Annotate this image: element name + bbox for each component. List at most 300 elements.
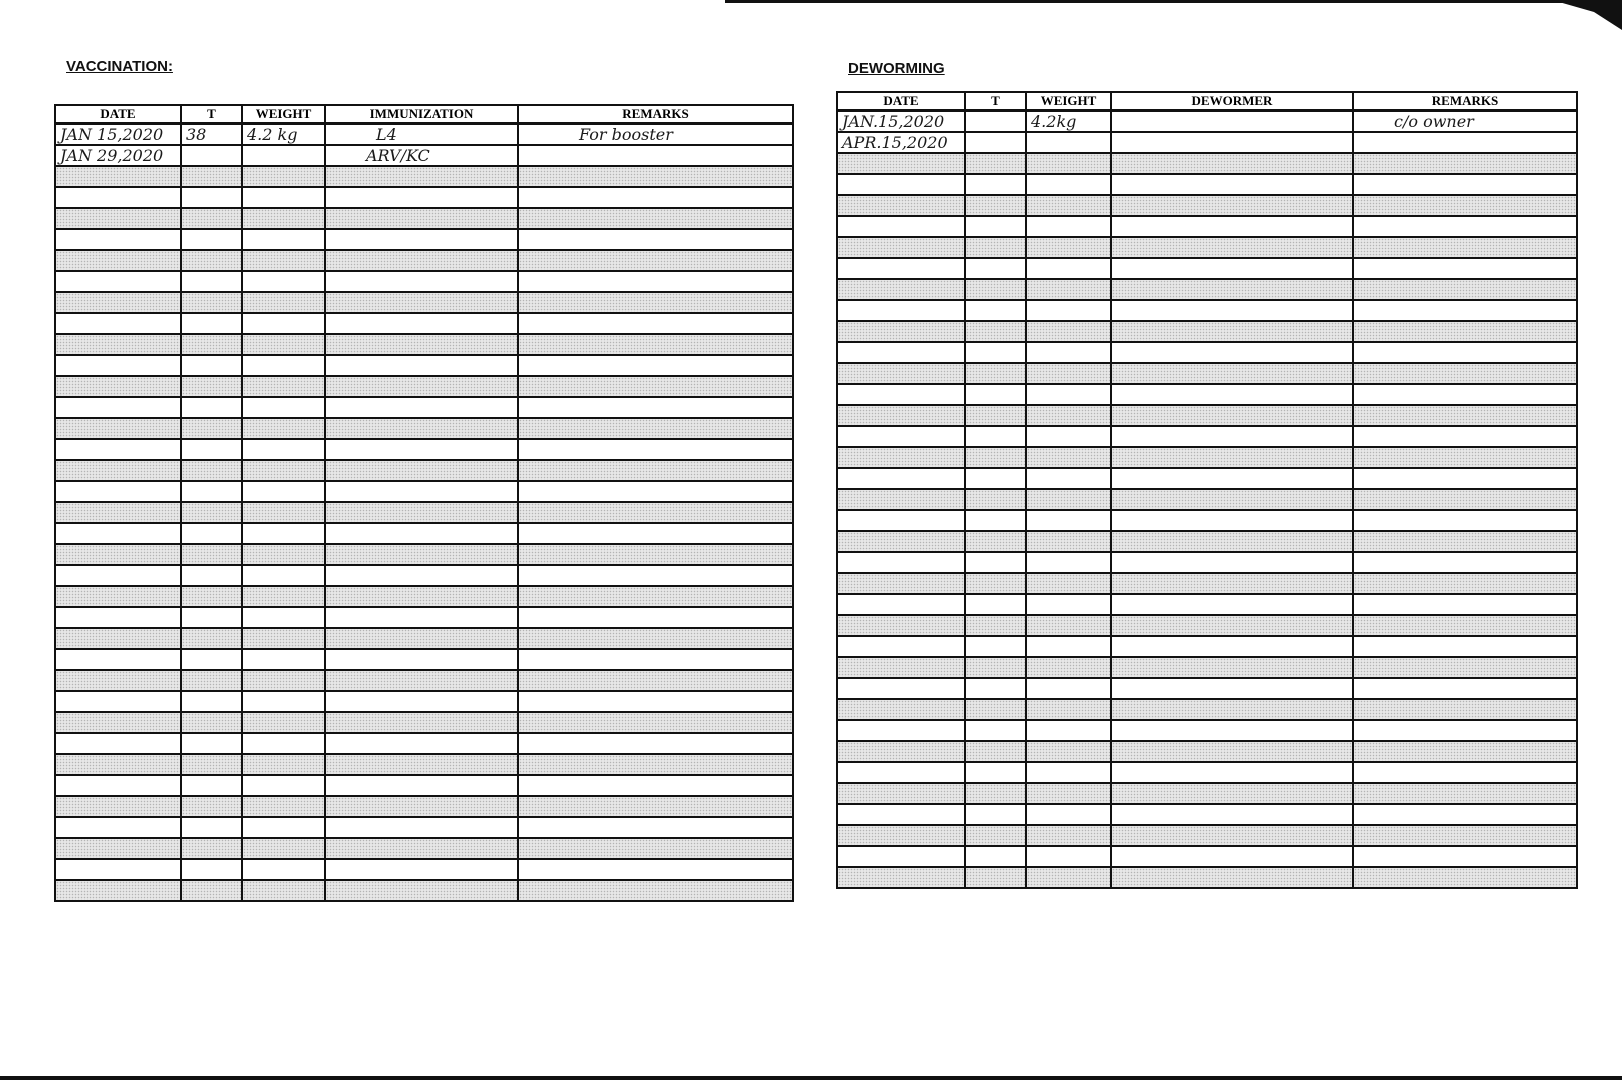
deworming-date-cell: APR.15,2020 [837,132,965,153]
deworming-weight-cell [1026,678,1111,699]
deworming-weight-cell [1026,405,1111,426]
vaccination-temperature-cell [181,607,242,628]
vaccination-date-cell [55,250,181,271]
deworming-date-cell [837,678,965,699]
deworming-temperature-cell [965,783,1026,804]
deworming-dewormer-cell [1111,594,1353,615]
deworming-temperature-cell [965,342,1026,363]
deworming-empty-row [837,321,1577,342]
deworming-weight-cell [1026,657,1111,678]
vaccination-immunization-cell [325,691,518,712]
vaccination-date-cell [55,187,181,208]
deworming-dewormer-cell [1111,531,1353,552]
deworming-dewormer-cell [1111,489,1353,510]
deworming-temperature-cell [965,804,1026,825]
deworming-temperature-cell [965,636,1026,657]
deworming-remarks-cell [1353,636,1577,657]
deworming-remarks-cell [1353,384,1577,405]
deworming-empty-row [837,405,1577,426]
deworming-date-cell [837,153,965,174]
deworming-remarks-cell [1353,573,1577,594]
deworming-empty-row [837,195,1577,216]
vaccination-header-date: DATE [55,105,181,124]
vaccination-temperature-cell [181,229,242,250]
deworming-temperature-cell [965,489,1026,510]
deworming-header-temperature: T [965,92,1026,111]
vaccination-immunization-cell [325,859,518,880]
deworming-remarks-cell [1353,594,1577,615]
deworming-empty-row [837,720,1577,741]
deworming-dewormer-cell [1111,216,1353,237]
vaccination-date-cell [55,691,181,712]
deworming-dewormer-cell [1111,132,1353,153]
deworming-date-cell [837,825,965,846]
vaccination-immunization-cell [325,481,518,502]
deworming-header-dewormer: DEWORMER [1111,92,1353,111]
vaccination-remarks-cell [518,754,793,775]
vaccination-remarks-cell [518,607,793,628]
vaccination-immunization-cell [325,838,518,859]
deworming-dewormer-cell [1111,678,1353,699]
vaccination-weight-cell [242,607,325,628]
deworming-weight-cell [1026,300,1111,321]
deworming-date-cell [837,531,965,552]
vaccination-temperature-cell [181,334,242,355]
vaccination-date-cell [55,271,181,292]
vaccination-remarks-cell [518,334,793,355]
vaccination-immunization-cell [325,292,518,313]
deworming-header-weight: WEIGHT [1026,92,1111,111]
deworming-empty-row [837,867,1577,888]
deworming-weight-cell [1026,720,1111,741]
deworming-weight-cell: 4.2kg [1026,111,1111,133]
vaccination-temperature-cell [181,460,242,481]
vaccination-date-cell [55,607,181,628]
deworming-empty-row [837,783,1577,804]
vaccination-empty-row [55,838,793,859]
deworming-dewormer-cell [1111,825,1353,846]
vaccination-temperature-cell [181,565,242,586]
deworming-empty-row [837,699,1577,720]
deworming-empty-row [837,300,1577,321]
deworming-empty-row [837,678,1577,699]
vaccination-temperature-cell [181,649,242,670]
vaccination-date-cell [55,880,181,901]
deworming-weight-cell [1026,468,1111,489]
deworming-date-cell [837,426,965,447]
vaccination-remarks-cell [518,271,793,292]
deworming-remarks-cell [1353,804,1577,825]
deworming-weight-cell [1026,573,1111,594]
vaccination-weight-cell [242,775,325,796]
deworming-temperature-cell [965,825,1026,846]
deworming-date-cell [837,195,965,216]
vaccination-immunization-cell [325,649,518,670]
vaccination-immunization-cell: L4 [325,124,518,146]
deworming-empty-row [837,153,1577,174]
vaccination-weight-cell [242,691,325,712]
vaccination-weight-cell [242,292,325,313]
vaccination-date-cell [55,481,181,502]
vaccination-immunization-cell [325,187,518,208]
deworming-weight-cell [1026,342,1111,363]
deworming-weight-cell [1026,174,1111,195]
vaccination-temperature-cell [181,796,242,817]
deworming-weight-cell [1026,279,1111,300]
deworming-remarks-cell [1353,300,1577,321]
vaccination-weight-cell: 4.2 kg [242,124,325,146]
deworming-weight-cell [1026,825,1111,846]
deworming-date-cell [837,636,965,657]
deworming-row [837,132,1577,153]
deworming-remarks-cell [1353,447,1577,468]
vaccination-temperature-cell [181,754,242,775]
vaccination-immunization-cell [325,565,518,586]
vaccination-immunization-cell [325,544,518,565]
deworming-empty-row [837,846,1577,867]
vaccination-date-cell [55,523,181,544]
deworming-date-cell [837,804,965,825]
vaccination-empty-row [55,565,793,586]
deworming-temperature-cell [965,237,1026,258]
vaccination-remarks-cell [518,670,793,691]
deworming-remarks-cell [1353,678,1577,699]
deworming-remarks-cell [1353,846,1577,867]
deworming-date-cell [837,615,965,636]
vaccination-date-cell [55,397,181,418]
deworming-date-cell [837,279,965,300]
vaccination-weight-cell [242,649,325,670]
vaccination-remarks-cell [518,229,793,250]
deworming-dewormer-cell [1111,321,1353,342]
deworming-date-cell [837,468,965,489]
deworming-temperature-cell [965,573,1026,594]
deworming-dewormer-cell [1111,195,1353,216]
deworming-temperature-cell [965,741,1026,762]
vaccination-immunization-cell [325,397,518,418]
vaccination-date-cell [55,334,181,355]
deworming-temperature-cell [965,111,1026,133]
vaccination-temperature-cell [181,586,242,607]
deworming-weight-cell [1026,783,1111,804]
vaccination-date-cell [55,355,181,376]
deworming-remarks-cell [1353,216,1577,237]
vaccination-empty-row [55,376,793,397]
vaccination-immunization-cell [325,712,518,733]
vaccination-empty-row [55,859,793,880]
vaccination-empty-row [55,229,793,250]
vaccination-immunization-cell: ARV/KC [325,145,518,166]
vaccination-empty-row [55,397,793,418]
vaccination-remarks-cell [518,544,793,565]
vaccination-weight-cell [242,754,325,775]
vaccination-date-cell: JAN 15,2020 [55,124,181,146]
deworming-weight-cell [1026,426,1111,447]
vaccination-empty-row [55,418,793,439]
deworming-remarks-cell [1353,720,1577,741]
deworming-temperature-cell [965,384,1026,405]
deworming-temperature-cell [965,447,1026,468]
vaccination-weight-cell [242,628,325,649]
deworming-weight-cell [1026,447,1111,468]
vaccination-weight-cell [242,502,325,523]
vaccination-date-cell [55,229,181,250]
deworming-empty-row [837,489,1577,510]
vaccination-immunization-cell [325,376,518,397]
vaccination-weight-cell [242,355,325,376]
deworming-weight-cell [1026,846,1111,867]
deworming-weight-cell [1026,552,1111,573]
vaccination-date-cell [55,859,181,880]
deworming-dewormer-cell [1111,237,1353,258]
deworming-date-cell [837,783,965,804]
deworming-dewormer-cell [1111,552,1353,573]
vaccination-remarks-cell [518,796,793,817]
deworming-dewormer-cell [1111,846,1353,867]
vaccination-temperature-cell [181,250,242,271]
vaccination-remarks-cell [518,418,793,439]
vaccination-remarks-cell [518,166,793,187]
vaccination-date-cell [55,292,181,313]
vaccination-weight-cell [242,439,325,460]
deworming-temperature-cell [965,657,1026,678]
vaccination-date-cell [55,712,181,733]
vaccination-weight-cell [242,838,325,859]
vaccination-temperature-cell [181,523,242,544]
deworming-date-cell [837,510,965,531]
deworming-weight-cell [1026,804,1111,825]
vaccination-immunization-cell [325,796,518,817]
vaccination-temperature-cell [181,733,242,754]
deworming-dewormer-cell [1111,636,1353,657]
vaccination-empty-row [55,334,793,355]
vaccination-temperature-cell [181,208,242,229]
deworming-remarks-cell [1353,615,1577,636]
vaccination-date-cell [55,166,181,187]
vaccination-empty-row [55,691,793,712]
deworming-remarks-cell [1353,153,1577,174]
deworming-title: DEWORMING [848,60,945,77]
vaccination-immunization-cell [325,418,518,439]
vaccination-empty-row [55,271,793,292]
vaccination-weight-cell [242,481,325,502]
deworming-temperature-cell [965,762,1026,783]
deworming-empty-row [837,279,1577,300]
vaccination-remarks-cell [518,355,793,376]
page-top-edge [725,0,1622,3]
deworming-dewormer-cell [1111,279,1353,300]
vaccination-weight-cell [242,145,325,166]
deworming-remarks-cell [1353,825,1577,846]
vaccination-date-cell [55,460,181,481]
deworming-remarks-cell [1353,405,1577,426]
deworming-weight-cell [1026,195,1111,216]
deworming-remarks-cell [1353,783,1577,804]
vaccination-temperature-cell [181,313,242,334]
vaccination-remarks-cell [518,145,793,166]
deworming-empty-row [837,258,1577,279]
vaccination-date-cell: JAN 29,2020 [55,145,181,166]
vaccination-date-cell [55,649,181,670]
deworming-temperature-cell [965,846,1026,867]
vaccination-immunization-cell [325,502,518,523]
deworming-date-cell [837,720,965,741]
deworming-date-cell [837,573,965,594]
deworming-dewormer-cell [1111,447,1353,468]
deworming-empty-row [837,447,1577,468]
deworming-date-cell [837,405,965,426]
vaccination-date-cell [55,628,181,649]
vaccination-immunization-cell [325,628,518,649]
deworming-empty-row [837,762,1577,783]
vaccination-empty-row [55,775,793,796]
deworming-date-cell [837,174,965,195]
page-corner-curl [1552,0,1622,30]
vaccination-temperature-cell [181,418,242,439]
deworming-weight-cell [1026,510,1111,531]
vaccination-weight-cell [242,523,325,544]
vaccination-temperature-cell [181,775,242,796]
deworming-weight-cell [1026,153,1111,174]
deworming-temperature-cell [965,510,1026,531]
vaccination-immunization-cell [325,670,518,691]
vaccination-temperature-cell [181,271,242,292]
deworming-dewormer-cell [1111,405,1353,426]
vaccination-weight-cell [242,271,325,292]
deworming-date-cell: JAN.15,2020 [837,111,965,133]
deworming-temperature-cell [965,615,1026,636]
vaccination-empty-row [55,733,793,754]
deworming-temperature-cell [965,867,1026,888]
deworming-temperature-cell [965,363,1026,384]
deworming-weight-cell [1026,363,1111,384]
vaccination-date-cell [55,796,181,817]
deworming-weight-cell [1026,615,1111,636]
vaccination-remarks-cell [518,649,793,670]
vaccination-remarks-cell [518,859,793,880]
vaccination-remarks-cell [518,292,793,313]
deworming-temperature-cell [965,531,1026,552]
deworming-dewormer-cell [1111,783,1353,804]
vaccination-temperature-cell [181,712,242,733]
vaccination-immunization-cell [325,733,518,754]
vaccination-immunization-cell [325,775,518,796]
deworming-weight-cell [1026,258,1111,279]
deworming-remarks-cell [1353,258,1577,279]
vaccination-empty-row [55,460,793,481]
vaccination-temperature-cell [181,691,242,712]
deworming-temperature-cell [965,321,1026,342]
vaccination-remarks-cell: For booster [518,124,793,146]
vaccination-empty-row [55,649,793,670]
vaccination-weight-cell [242,670,325,691]
vaccination-immunization-cell [325,460,518,481]
deworming-empty-row [837,594,1577,615]
deworming-weight-cell [1026,384,1111,405]
vaccination-immunization-cell [325,229,518,250]
deworming-remarks-cell [1353,489,1577,510]
vaccination-weight-cell [242,859,325,880]
vaccination-weight-cell [242,712,325,733]
vaccination-empty-row [55,544,793,565]
vaccination-remarks-cell [518,733,793,754]
deworming-remarks-cell [1353,510,1577,531]
deworming-empty-row [837,384,1577,405]
deworming-dewormer-cell [1111,867,1353,888]
deworming-remarks-cell [1353,531,1577,552]
deworming-weight-cell [1026,321,1111,342]
vaccination-weight-cell [242,544,325,565]
deworming-remarks-cell [1353,195,1577,216]
vaccination-temperature-cell [181,481,242,502]
vaccination-weight-cell [242,187,325,208]
vaccination-temperature-cell [181,397,242,418]
vaccination-temperature-cell [181,502,242,523]
vaccination-weight-cell [242,817,325,838]
vaccination-date-cell [55,418,181,439]
vaccination-weight-cell [242,733,325,754]
deworming-weight-cell [1026,237,1111,258]
vaccination-temperature-cell [181,544,242,565]
deworming-empty-row [837,510,1577,531]
deworming-date-cell [837,762,965,783]
deworming-temperature-cell [965,195,1026,216]
vaccination-remarks-cell [518,691,793,712]
vaccination-empty-row [55,523,793,544]
vaccination-weight-cell [242,250,325,271]
vaccination-weight-cell [242,565,325,586]
deworming-date-cell [837,363,965,384]
vaccination-empty-row [55,292,793,313]
vaccination-temperature-cell [181,628,242,649]
deworming-weight-cell [1026,132,1111,153]
vaccination-header-immunization: IMMUNIZATION [325,105,518,124]
vaccination-date-cell [55,670,181,691]
deworming-empty-row [837,804,1577,825]
vaccination-remarks-cell [518,565,793,586]
vaccination-date-cell [55,208,181,229]
deworming-temperature-cell [965,132,1026,153]
vaccination-header-weight: WEIGHT [242,105,325,124]
vaccination-date-cell [55,565,181,586]
deworming-remarks-cell [1353,699,1577,720]
deworming-empty-row [837,363,1577,384]
deworming-row [837,111,1577,133]
vaccination-date-cell [55,544,181,565]
deworming-weight-cell [1026,216,1111,237]
deworming-dewormer-cell [1111,657,1353,678]
vaccination-empty-row [55,628,793,649]
vaccination-empty-row [55,166,793,187]
deworming-empty-row [837,468,1577,489]
deworming-remarks-cell [1353,174,1577,195]
deworming-temperature-cell [965,174,1026,195]
deworming-dewormer-cell [1111,741,1353,762]
vaccination-header-row [55,105,793,124]
deworming-remarks-cell [1353,342,1577,363]
vaccination-immunization-cell [325,607,518,628]
deworming-date-cell [837,741,965,762]
vaccination-immunization-cell [325,439,518,460]
deworming-weight-cell [1026,867,1111,888]
deworming-remarks-cell [1353,762,1577,783]
deworming-weight-cell [1026,741,1111,762]
vaccination-immunization-cell [325,817,518,838]
vaccination-empty-row [55,481,793,502]
vaccination-remarks-cell [518,838,793,859]
deworming-dewormer-cell [1111,615,1353,636]
vaccination-empty-row [55,208,793,229]
